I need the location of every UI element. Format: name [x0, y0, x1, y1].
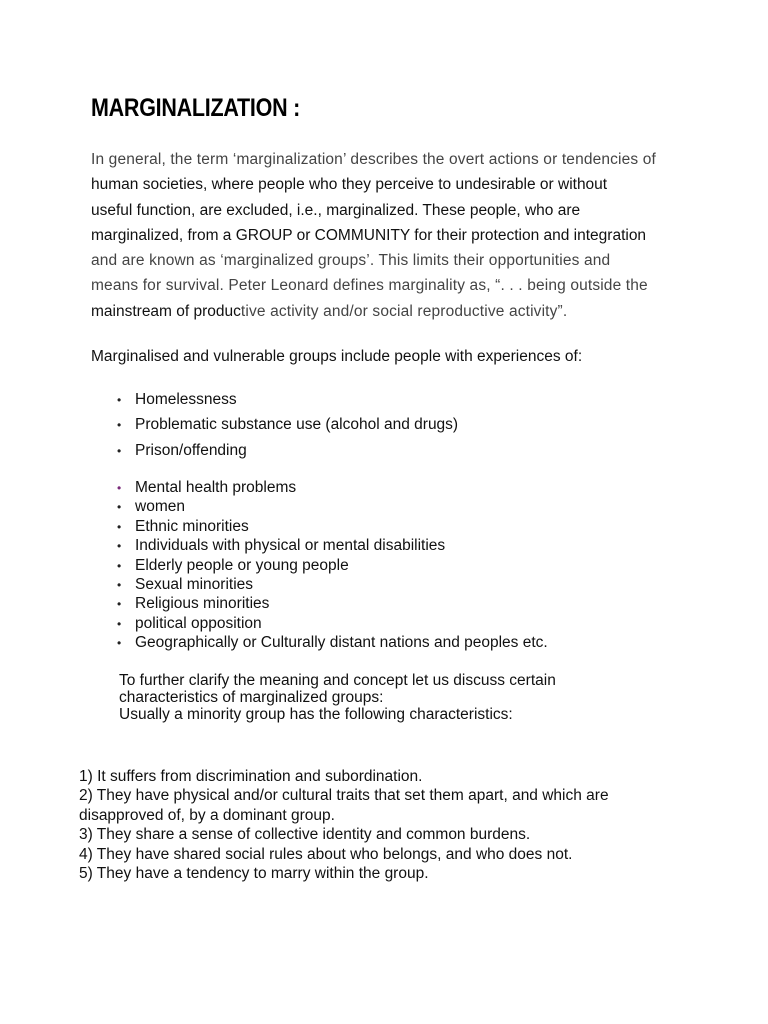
clarify-paragraph	[119, 672, 556, 723]
clarify-line: Usually a minority group has the following characteristics:	[119, 706, 513, 723]
clarify-line: To further clarify the meaning and concept let us discuss certain	[119, 672, 556, 689]
list-item	[113, 557, 548, 576]
list-item-label: political opposition	[135, 614, 262, 632]
bullet-icon: •	[117, 539, 122, 554]
list-item-label: Ethnic minorities	[135, 517, 249, 535]
intro-line	[91, 303, 691, 328]
list-item-label: Mental health problems	[135, 479, 297, 496]
characteristic-item: 2) They have physical and/or cultural traits that set them apart, and which are	[79, 787, 609, 805]
characteristic-item: 3) They share a sense of collective identity and common burdens.	[79, 826, 531, 844]
list-item-label: Geographically or Culturally distant nations and peoples etc.	[135, 634, 548, 652]
bullet-icon: •	[117, 597, 122, 612]
intro-line-part: tive activity and/or social reproductive activity”.	[240, 302, 568, 320]
list-item-label: Elderly people or young people	[135, 556, 349, 574]
list-item	[113, 595, 548, 614]
list-item	[113, 518, 548, 537]
list-item	[113, 615, 548, 634]
list-item-label: women	[135, 498, 185, 516]
document-title: MARGINALIZATION :	[91, 94, 300, 122]
list-item-label: Sexual minorities	[135, 575, 254, 593]
list-item	[113, 634, 548, 653]
intro-line: human societies, where people who they perceive to undesirable or without	[91, 176, 608, 194]
intro-line: useful function, are excluded, i.e., marginalized. These people, who are	[91, 201, 581, 219]
bullet-icon: •	[117, 418, 122, 433]
list-item-label: Individuals with physical or mental disabilities	[135, 537, 446, 555]
intro-line: and are known as ‘marginalized groups’. This limits their opportunities and	[91, 252, 611, 270]
bullet-icon: •	[117, 616, 122, 631]
list-item-label: Religious minorities	[135, 595, 270, 613]
bullet-icon: •	[117, 558, 122, 573]
list-item	[113, 537, 548, 556]
list-item	[113, 576, 548, 595]
characteristic-item: 5) They have a tendency to marry within the group.	[79, 865, 429, 883]
list-item	[113, 416, 458, 441]
intro-line: marginalized, from a GROUP or COMMUNITY for their protection and integration	[91, 226, 647, 244]
intro-line: means for survival. Peter Leonard defines marginality as, “. . . being outside the	[91, 277, 648, 295]
list-item	[113, 391, 458, 416]
intro-paragraph	[91, 151, 691, 328]
list-item	[113, 479, 548, 498]
characteristic-item: 1) It suffers from discrimination and subordination.	[79, 768, 423, 785]
list-item-label: Homelessness	[135, 391, 237, 408]
bullet-icon: •	[117, 443, 122, 458]
experience-list	[113, 391, 458, 467]
list-item-label: Problematic substance use (alcohol and drugs)	[135, 416, 459, 434]
bullet-icon: •	[117, 577, 122, 592]
list-item-label: Prison/offending	[135, 441, 247, 459]
characteristics-list	[79, 767, 609, 883]
bullet-icon: •	[117, 500, 122, 515]
bullet-icon: •	[117, 636, 122, 651]
groups-lead-text: Marginalised and vulnerable groups include people with experiences of:	[91, 348, 583, 365]
characteristic-item: 4) They have shared social rules about who belongs, and who does not.	[79, 845, 573, 863]
bullet-icon: •	[117, 393, 122, 407]
characteristic-item: disapproved of, by a dominant group.	[79, 806, 335, 824]
bullet-icon: •	[117, 481, 122, 495]
intro-line: In general, the term ‘marginalization’ describes the overt actions or tendencies of	[91, 151, 657, 168]
intro-line-part: mainstream of produc	[91, 302, 241, 320]
clarify-line: characteristics of marginalized groups:	[119, 689, 384, 706]
list-item	[113, 498, 548, 517]
list-item	[113, 442, 458, 467]
group-list	[113, 479, 548, 654]
bullet-icon: •	[117, 519, 122, 534]
